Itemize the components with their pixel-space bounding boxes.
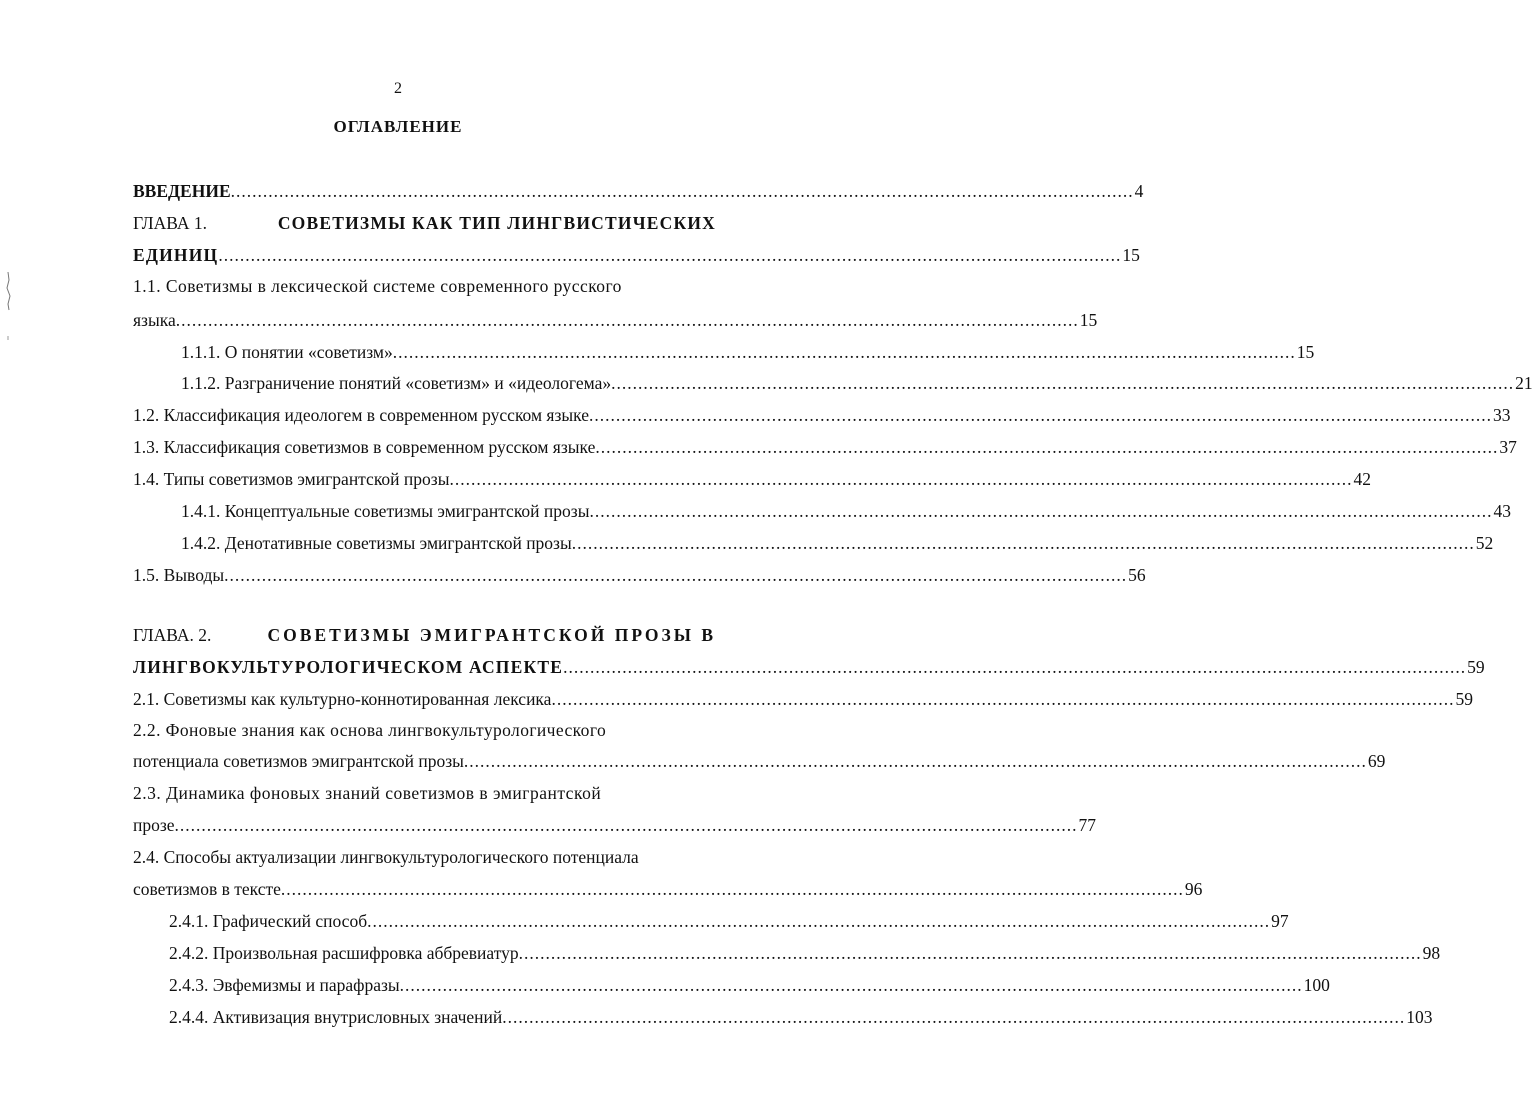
toc-entry-page: 77 xyxy=(1078,815,1097,835)
toc-entry-label-cont: языка xyxy=(133,310,176,330)
toc-entry-2-4-line2[interactable] xyxy=(133,879,1203,905)
toc-entry-2-4-line1[interactable] xyxy=(133,847,716,873)
toc-entry-2-3-line1[interactable] xyxy=(133,783,716,809)
toc-entry-label: 1.1.1. О понятии «советизм» xyxy=(181,342,393,362)
toc-entry-label: 1.4.1. Концептуальные советизмы эмигрантской прозы xyxy=(181,501,590,521)
toc-entry-page: 4 xyxy=(1134,181,1144,201)
toc-entry-label-cont: потенциала советизмов эмигрантской прозы xyxy=(133,751,464,771)
toc-entry-label: 1.2. Классификация идеологем в современном русском языке xyxy=(133,405,589,425)
toc-leader: ........................................................................................................................................................................ xyxy=(449,469,1353,489)
toc-leader: ........................................................................................................................................................................ xyxy=(589,501,1493,521)
toc-entry-1-1-2[interactable] xyxy=(181,373,1533,399)
toc-entry-page: 59 xyxy=(1467,657,1485,677)
toc-entry-label: 2.2. Фоновые знания как основа лингвокультурологического xyxy=(133,720,607,740)
toc-entry-page: 42 xyxy=(1353,469,1371,489)
toc-entry-page: 33 xyxy=(1492,405,1511,425)
toc-entry-1-1-1[interactable] xyxy=(181,342,1315,368)
toc-entry-label: 1.5. Выводы xyxy=(133,565,225,585)
toc-entry-label: 2.3. Динамика фоновых знаний советизмов в эмигрантской xyxy=(133,783,602,803)
toc-leader: ........................................................................................................................................................................ xyxy=(588,405,1492,425)
toc-leader: ........................................................................................................................................................................ xyxy=(280,879,1184,899)
toc-leader: ........................................................................................................................................................................ xyxy=(502,1007,1406,1027)
toc-entry-2-4-1[interactable] xyxy=(169,911,1289,937)
toc-chapter-1-line2[interactable] xyxy=(133,245,1140,271)
toc-leader: ........................................................................................................................................................................ xyxy=(551,689,1455,709)
toc-entry-page: 96 xyxy=(1184,879,1203,899)
toc-entry-label: 1.1.2. Разграничение понятий «советизм» и «идеологема» xyxy=(181,373,612,393)
toc-entry-2-1[interactable] xyxy=(133,689,1473,715)
toc-entry-1-1-line2[interactable] xyxy=(133,310,1098,336)
toc-entry-label: 1.1. Советизмы в лексической системе современного русского xyxy=(133,276,622,296)
toc-entry-label: 2.4.3. Эвфемизмы и парафразы xyxy=(169,975,400,995)
toc-leader: ........................................................................................................................................................................ xyxy=(518,943,1422,963)
toc-entry-label-cont: прозе xyxy=(133,815,175,835)
toc-entry-page: 98 xyxy=(1422,943,1441,963)
chapter-title-cont: ЛИНГВОКУЛЬТУРОЛОГИЧЕСКОМ АСПЕКТЕ xyxy=(133,657,564,677)
toc-entry-label: ВВЕДЕНИЕ xyxy=(133,181,231,201)
toc-entry-1-5[interactable] xyxy=(133,565,1146,591)
toc-entry-label: 2.4.1. Графический способ xyxy=(169,911,368,931)
toc-entry-1-4-1[interactable] xyxy=(181,501,1511,527)
toc-entry-2-4-4[interactable] xyxy=(169,1007,1433,1033)
toc-chapter-1-line1[interactable] xyxy=(133,213,716,239)
toc-entry-page: 56 xyxy=(1128,565,1146,585)
toc-entry-label: 2.4.2. Произвольная расшифровка аббревиатур xyxy=(169,943,519,963)
toc-leader: ........................................................................................................................................................................ xyxy=(174,815,1078,835)
toc-entry-page: 59 xyxy=(1455,689,1473,709)
toc-entry-2-3-line2[interactable] xyxy=(133,815,1097,841)
toc-chapter-2-line1[interactable] xyxy=(133,625,716,651)
toc-chapter-2-line2[interactable] xyxy=(133,657,1485,683)
toc-entry-label: 1.4.2. Денотативные советизмы эмигрантской прозы xyxy=(181,533,572,553)
toc-entry-label: 2.4.4. Активизация внутрисловных значений xyxy=(169,1007,503,1027)
chapter-title: СОВЕТИЗМЫ КАК ТИП ЛИНГВИСТИЧЕСКИХ xyxy=(277,213,716,233)
toc-entry-page: 15 xyxy=(1122,245,1140,265)
toc-leader: ........................................................................................................................................................................ xyxy=(175,310,1079,330)
toc-entry-1-4[interactable] xyxy=(133,469,1371,495)
chapter-prefix: ГЛАВА 1. xyxy=(133,213,208,233)
toc-entry-label: 1.4. Типы советизмов эмигрантской прозы xyxy=(133,469,450,489)
toc-entry-1-1-line1[interactable] xyxy=(133,276,716,302)
toc-leader: ........................................................................................................................................................................ xyxy=(230,181,1134,201)
toc-entry-page: 69 xyxy=(1367,751,1386,771)
toc-entry-label: 2.1. Советизмы как культурно-коннотированная лексика xyxy=(133,689,552,709)
toc-entry-label: 2.4. Способы актуализации лингвокультурологического потенциала xyxy=(133,847,639,867)
toc-entry-2-2-line1[interactable] xyxy=(133,720,716,746)
chapter-title: СОВЕТИЗМЫ ЭМИГРАНТСКОЙ ПРОЗЫ В xyxy=(267,625,716,645)
toc-entry-intro[interactable] xyxy=(133,181,1144,207)
toc-leader: ........................................................................................................................................................................ xyxy=(463,751,1367,771)
toc-entry-page: 15 xyxy=(1079,310,1098,330)
toc-entry-page: 15 xyxy=(1296,342,1315,362)
toc-entry-label: 1.3. Классификация советизмов в современном русском языке xyxy=(133,437,596,457)
chapter-prefix: ГЛАВА. 2. xyxy=(133,625,212,645)
toc-entry-page: 100 xyxy=(1303,975,1330,995)
toc-entry-1-3[interactable] xyxy=(133,437,1517,463)
toc-entry-page: 97 xyxy=(1271,911,1289,931)
toc-entry-page: 103 xyxy=(1406,1007,1433,1027)
toc-leader: ........................................................................................................................................................................ xyxy=(563,657,1467,677)
toc-leader: ........................................................................................................................................................................ xyxy=(611,373,1515,393)
toc-entry-page: 21 xyxy=(1515,373,1533,393)
page-title: ОГЛАВЛЕНИЕ xyxy=(333,117,463,136)
toc-entry-2-2-line2[interactable] xyxy=(133,751,1386,777)
toc-entry-1-2[interactable] xyxy=(133,405,1511,431)
chapter-title-cont: ЕДИНИЦ xyxy=(133,245,219,265)
toc-leader: ........................................................................................................................................................................ xyxy=(595,437,1499,457)
toc-entry-2-4-2[interactable] xyxy=(169,943,1441,969)
toc-leader: ........................................................................................................................................................................ xyxy=(571,533,1475,553)
toc-entry-page: 37 xyxy=(1499,437,1517,457)
toc-leader: ........................................................................................................................................................................ xyxy=(392,342,1296,362)
toc-leader: ........................................................................................................................................................................ xyxy=(218,245,1122,265)
toc-entry-page: 52 xyxy=(1475,533,1494,553)
toc-leader: ........................................................................................................................................................................ xyxy=(224,565,1128,585)
toc-entry-page: 43 xyxy=(1493,501,1511,521)
toc-entry-1-4-2[interactable] xyxy=(181,533,1494,559)
page-number: 2 xyxy=(394,80,402,97)
toc-entry-2-4-3[interactable] xyxy=(169,975,1330,1001)
margin-scan-marks xyxy=(2,270,16,350)
toc-entry-label-cont: советизмов в тексте xyxy=(133,879,281,899)
toc-leader: ........................................................................................................................................................................ xyxy=(399,975,1303,995)
toc-leader: ........................................................................................................................................................................ xyxy=(367,911,1271,931)
